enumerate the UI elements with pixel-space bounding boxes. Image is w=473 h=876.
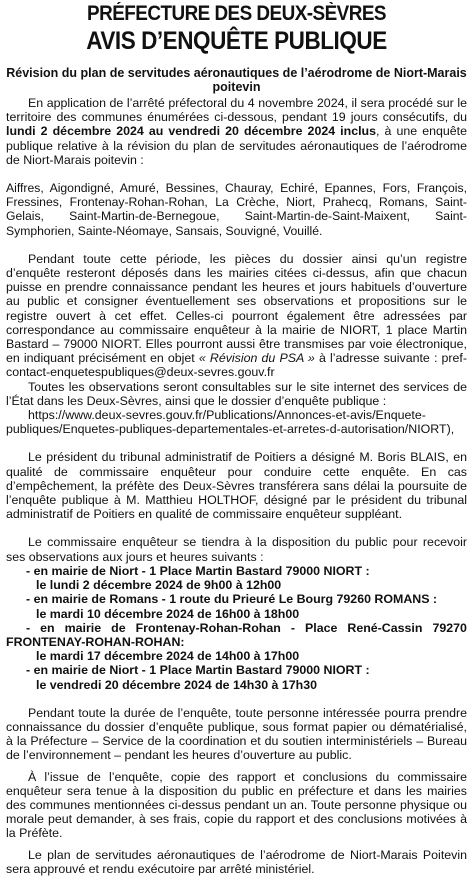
permanence-date-2: le mardi 10 décembre 2024 de 16h00 à 18h00 [36,606,300,621]
communes-list: Aiffres, Aigondigné, Amuré, Bessines, Chauray, Echiré, Epannes, Fors, François, Fressines, Frontenay-Rohan-Rohan, La Crèche, Niort, Prahecq, Romans, Saint-Gelais, Saint-Martin-de-Bernegoue, Saint-Martin-de-Saint-Maixent, Saint-Symphorien, Sainte-Néomaye, Sansais, Souvigné, Vouillé. [6,181,467,238]
permanence-location-2: - en mairie de Romans - 1 route du Prieuré Le Bourg 79260 ROMANS : [26,592,438,607]
permanence-location-3-city: FRONTENAY-ROHAN-ROHAN: [6,634,185,649]
permanences-intro: Le commissaire enquêteur se tiendra à la disposition du public pour recevoir ses observations aux jours et heures suivants : [6,535,467,564]
permanence-location-3: - en mairie de Frontenay-Rohan-Rohan - Place René-Cassin 79270 [26,620,467,635]
permanence-date-4: le vendredi 20 décembre 2024 de 14h30 à 17h30 [36,677,318,692]
commissioner-paragraph: Le président du tribunal administratif de Poitiers a désigné M. Boris BLAIS, en qualité de commissaire enquêteur pour conduire cette enquête. En cas d’empêchement, la préfète des Deux-Sèvres transférera sans délai la poursuite de l’enquête publique à M. Matthieu HOLTHOF, désigné par le président du tribunal administratif de Poitiers en qualité de commissaire enquêteur suppléant. [6,450,467,522]
permanence-location-4: - en mairie de Niort - 1 Place Martin Bastard 79000 NIORT : [26,663,370,678]
consultation-text-a: Pendant toute cette période, les pièces du dossier ainsi qu’un registre d’enquête resteront déposés dans les mairies citées ci-dessus, afin que chacun puisse en prendre connaissance pendant les heures et jours habituels d’ouverture au public et consigner éventuellement ses observations et propositions sur le registre ouvert à cet effet. Celles-ci pourront également être adressées par correspondance au commissaire enquêteur à la mairie de NIORT, 1 place Martin Bastard – 79000 NIORT. Elles pourront aussi être transmises par voie électronique, en indiquant précisément en objet [6,251,467,366]
intro-text-b: , à une enquête publique relative à la révision du plan de servitudes aéronautiques de l’aérodrome de Niort-Marais poitevin : [6,124,467,167]
permanence-date-3: le mardi 17 décembre 2024 de 14h00 à 17h00 [36,649,300,664]
report-availability-paragraph: À l’issue de l’enquête, copie des rapport et conclusions du commissaire enquêteur sera tenue à la disposition du public en préfecture et dans les mairies des communes mentionnées ci-dessus pendant un an. Toute personne physique ou morale peut demander, à ses frais, copie du rapport et des conclusions motivées à la Préfète. [6,769,467,841]
consultation-paragraph [6,252,467,380]
enquiry-dates: lundi 2 décembre 2024 au vendredi 20 décembre 2024 inclus [6,124,376,139]
notice-title: AVIS D’ENQUÊTE PUBLIQUE [86,27,387,55]
permanences-schedule [6,564,467,692]
permanence-date-1: le lundi 2 décembre 2024 de 9h00 à 12h00 [36,578,282,593]
consultation-text-b: à l’adresse suivante : pref-contact-enquetespubliques@deux-sevres.gouv.fr [6,351,468,380]
subject-line-1: Révision du plan de servitudes aéronautiques de l’aérodrome de Niort-Marais [6,66,467,80]
dossier-access-paragraph: Pendant toute la durée de l’enquête, toute personne intéressée pourra prendre connaissance du dossier d’enquête publique, sous format papier ou dématérialisé, à la Préfecture – Service de la coordination et du soutien interministériels – Bureau de l’environnement – pendant les heures d’ouverture au public. [6,705,467,763]
intro-paragraph [6,96,467,167]
prefecture-heading: PRÉFECTURE DES DEUX-SÈVRES [87,2,386,25]
approval-paragraph: Le plan de servitudes aéronautiques de l’aérodrome de Niort-Marais Poitevin sera approuvé et rendu exécutoire par arrêté ministériel. [6,847,467,876]
permanence-location-1: - en mairie de Niort - 1 Place Martin Bastard 79000 NIORT : [26,563,370,578]
intro-text-a: En application de l’arrêté préfectoral du 4 novembre 2024, il sera procédé sur le territoire des communes énumérées ci-dessous, pendant 19 jours consécutifs, du [6,96,467,125]
observations-paragraph: Toutes les observations seront consultables sur le site internet des services de l’État dans les Deux-Sèvres, ainsi que le dossier d’enquête publique : [6,379,467,408]
prefecture-website-url: https://www.deux-sevres.gouv.fr/Publications/Annonces-et-avis/Enquete-publiques/Enquetes-publiques-departementales-et-arretes-d-autorisation/NIORT), [6,408,455,437]
email-subject: « Révision du PSA » [198,351,315,366]
subject-line-2: poitevin [212,80,261,94]
notice-subject [6,66,467,94]
